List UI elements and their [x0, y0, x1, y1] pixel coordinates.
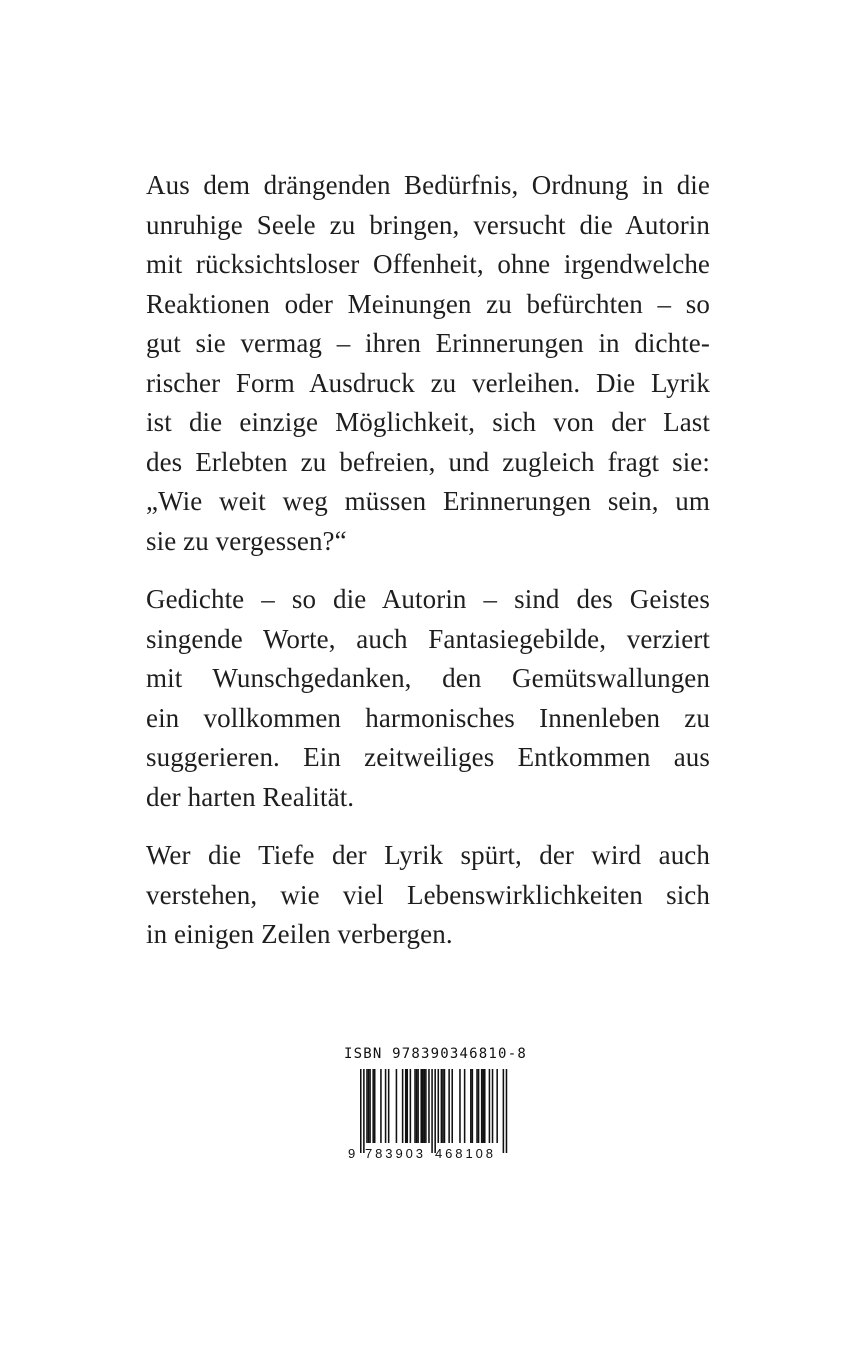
barcode-bar [416, 1069, 418, 1143]
text-line: sie zu vergessen?“ [146, 525, 347, 556]
text-line: mit Wunschgedanken, den Gemütswallungen [146, 663, 710, 693]
barcode-bar [441, 1069, 443, 1143]
barcode-bar [368, 1069, 370, 1143]
barcode-bar [476, 1069, 478, 1143]
barcode-bar [489, 1069, 491, 1143]
blurb-paragraph-1 [146, 166, 710, 561]
barcode-bar [369, 1069, 371, 1143]
text-line: Gedichte – so die Autorin – sind des Geistes [146, 584, 710, 614]
barcode-guard-bar [431, 1069, 433, 1153]
text-line: Aus dem drängenden Bedürfnis, Ordnung in die [146, 170, 710, 200]
text-line: singende Worte, auch Fantasiegebilde, verziert [146, 623, 710, 654]
barcode-bar [464, 1069, 466, 1143]
barcode-bar [417, 1069, 419, 1143]
barcode-digit-first: 9 [348, 1146, 356, 1161]
barcode-bar [451, 1069, 453, 1143]
isbn-barcode [344, 1046, 527, 1161]
barcode-guard-bar [434, 1069, 436, 1153]
barcode-bar [410, 1069, 412, 1143]
barcode-bar [380, 1069, 382, 1143]
blurb-paragraph-3 [146, 836, 710, 955]
barcode-bar [388, 1069, 390, 1143]
text-line: mit rücksichtsloser Offenheit, ohne irgendwelche [146, 249, 710, 279]
barcode-bar [372, 1069, 374, 1143]
blurb-paragraph-2 [146, 580, 710, 817]
text-line: in einigen Zeilen verbergen. [146, 919, 453, 949]
barcode-bars [360, 1069, 507, 1153]
barcode-guard-bar [363, 1069, 365, 1153]
text-line: rischer Form Ausdruck zu verleihen. Die Lyrik [146, 367, 710, 398]
blurb-text [146, 166, 710, 974]
text-line: ein vollkommen harmonisches Innenleben zu [146, 702, 710, 733]
text-line: des Erlebten zu befreien, und zugleich fragt sie: [146, 446, 710, 477]
text-line: unruhige Seele zu bringen, versucht die Autorin [146, 209, 710, 240]
barcode-guard-bar [360, 1069, 362, 1153]
barcode-bar [442, 1069, 444, 1143]
barcode-digits [348, 1146, 493, 1161]
barcode-bar [496, 1069, 498, 1143]
barcode-bar [424, 1069, 426, 1143]
barcode-bar [492, 1069, 494, 1143]
text-line: suggerieren. Ein zeitweiliges Entkommen aus [146, 742, 710, 772]
barcode-bar [374, 1069, 376, 1143]
barcode-bar [448, 1069, 450, 1143]
barcode-bar [438, 1069, 440, 1143]
barcode-bar [478, 1069, 480, 1143]
barcode-guard-bar [506, 1069, 508, 1153]
barcode-bar [396, 1069, 398, 1143]
barcode-bar [459, 1069, 461, 1143]
barcode-digits-right: 468108 [435, 1146, 493, 1161]
text-line: ist die einzige Möglichkeit, sich von der Last [146, 407, 710, 437]
text-line: gut sie vermag – ihren Erinnerungen in dichte- [146, 328, 710, 358]
text-line: Wer die Tiefe der Lyrik spürt, der wird auch [146, 840, 710, 870]
barcode-bar [422, 1069, 424, 1143]
text-line: „Wie weit weg müssen Erinnerungen sein, um [146, 486, 710, 516]
barcode-bar [428, 1069, 430, 1143]
barcode-bar [405, 1069, 407, 1143]
isbn-label: ISBN 978390346810-8 [344, 1046, 527, 1062]
barcode-bar [385, 1069, 387, 1143]
text-line: Reaktionen oder Meinungen zu befürchten – so [146, 288, 710, 319]
barcode-bar [420, 1069, 422, 1143]
barcode-graphic [346, 1069, 516, 1161]
barcode-bar [481, 1069, 483, 1143]
barcode-bar [425, 1069, 427, 1143]
barcode-guard-bar [503, 1069, 505, 1153]
barcode-bar [407, 1069, 409, 1143]
barcode-bar [470, 1069, 472, 1143]
text-line: der harten Realität. [146, 781, 355, 812]
barcode-bar [482, 1069, 484, 1143]
barcode-bar [366, 1069, 368, 1143]
barcode-digits-left: 783903 [365, 1146, 423, 1161]
barcode-bar [472, 1069, 474, 1143]
barcode-bar [484, 1069, 486, 1143]
text-line: verstehen, wie viel Lebenswirklichkeiten sich [146, 879, 710, 910]
barcode-bar [402, 1069, 404, 1143]
barcode-bar [444, 1069, 446, 1143]
barcode-bar [414, 1069, 416, 1143]
